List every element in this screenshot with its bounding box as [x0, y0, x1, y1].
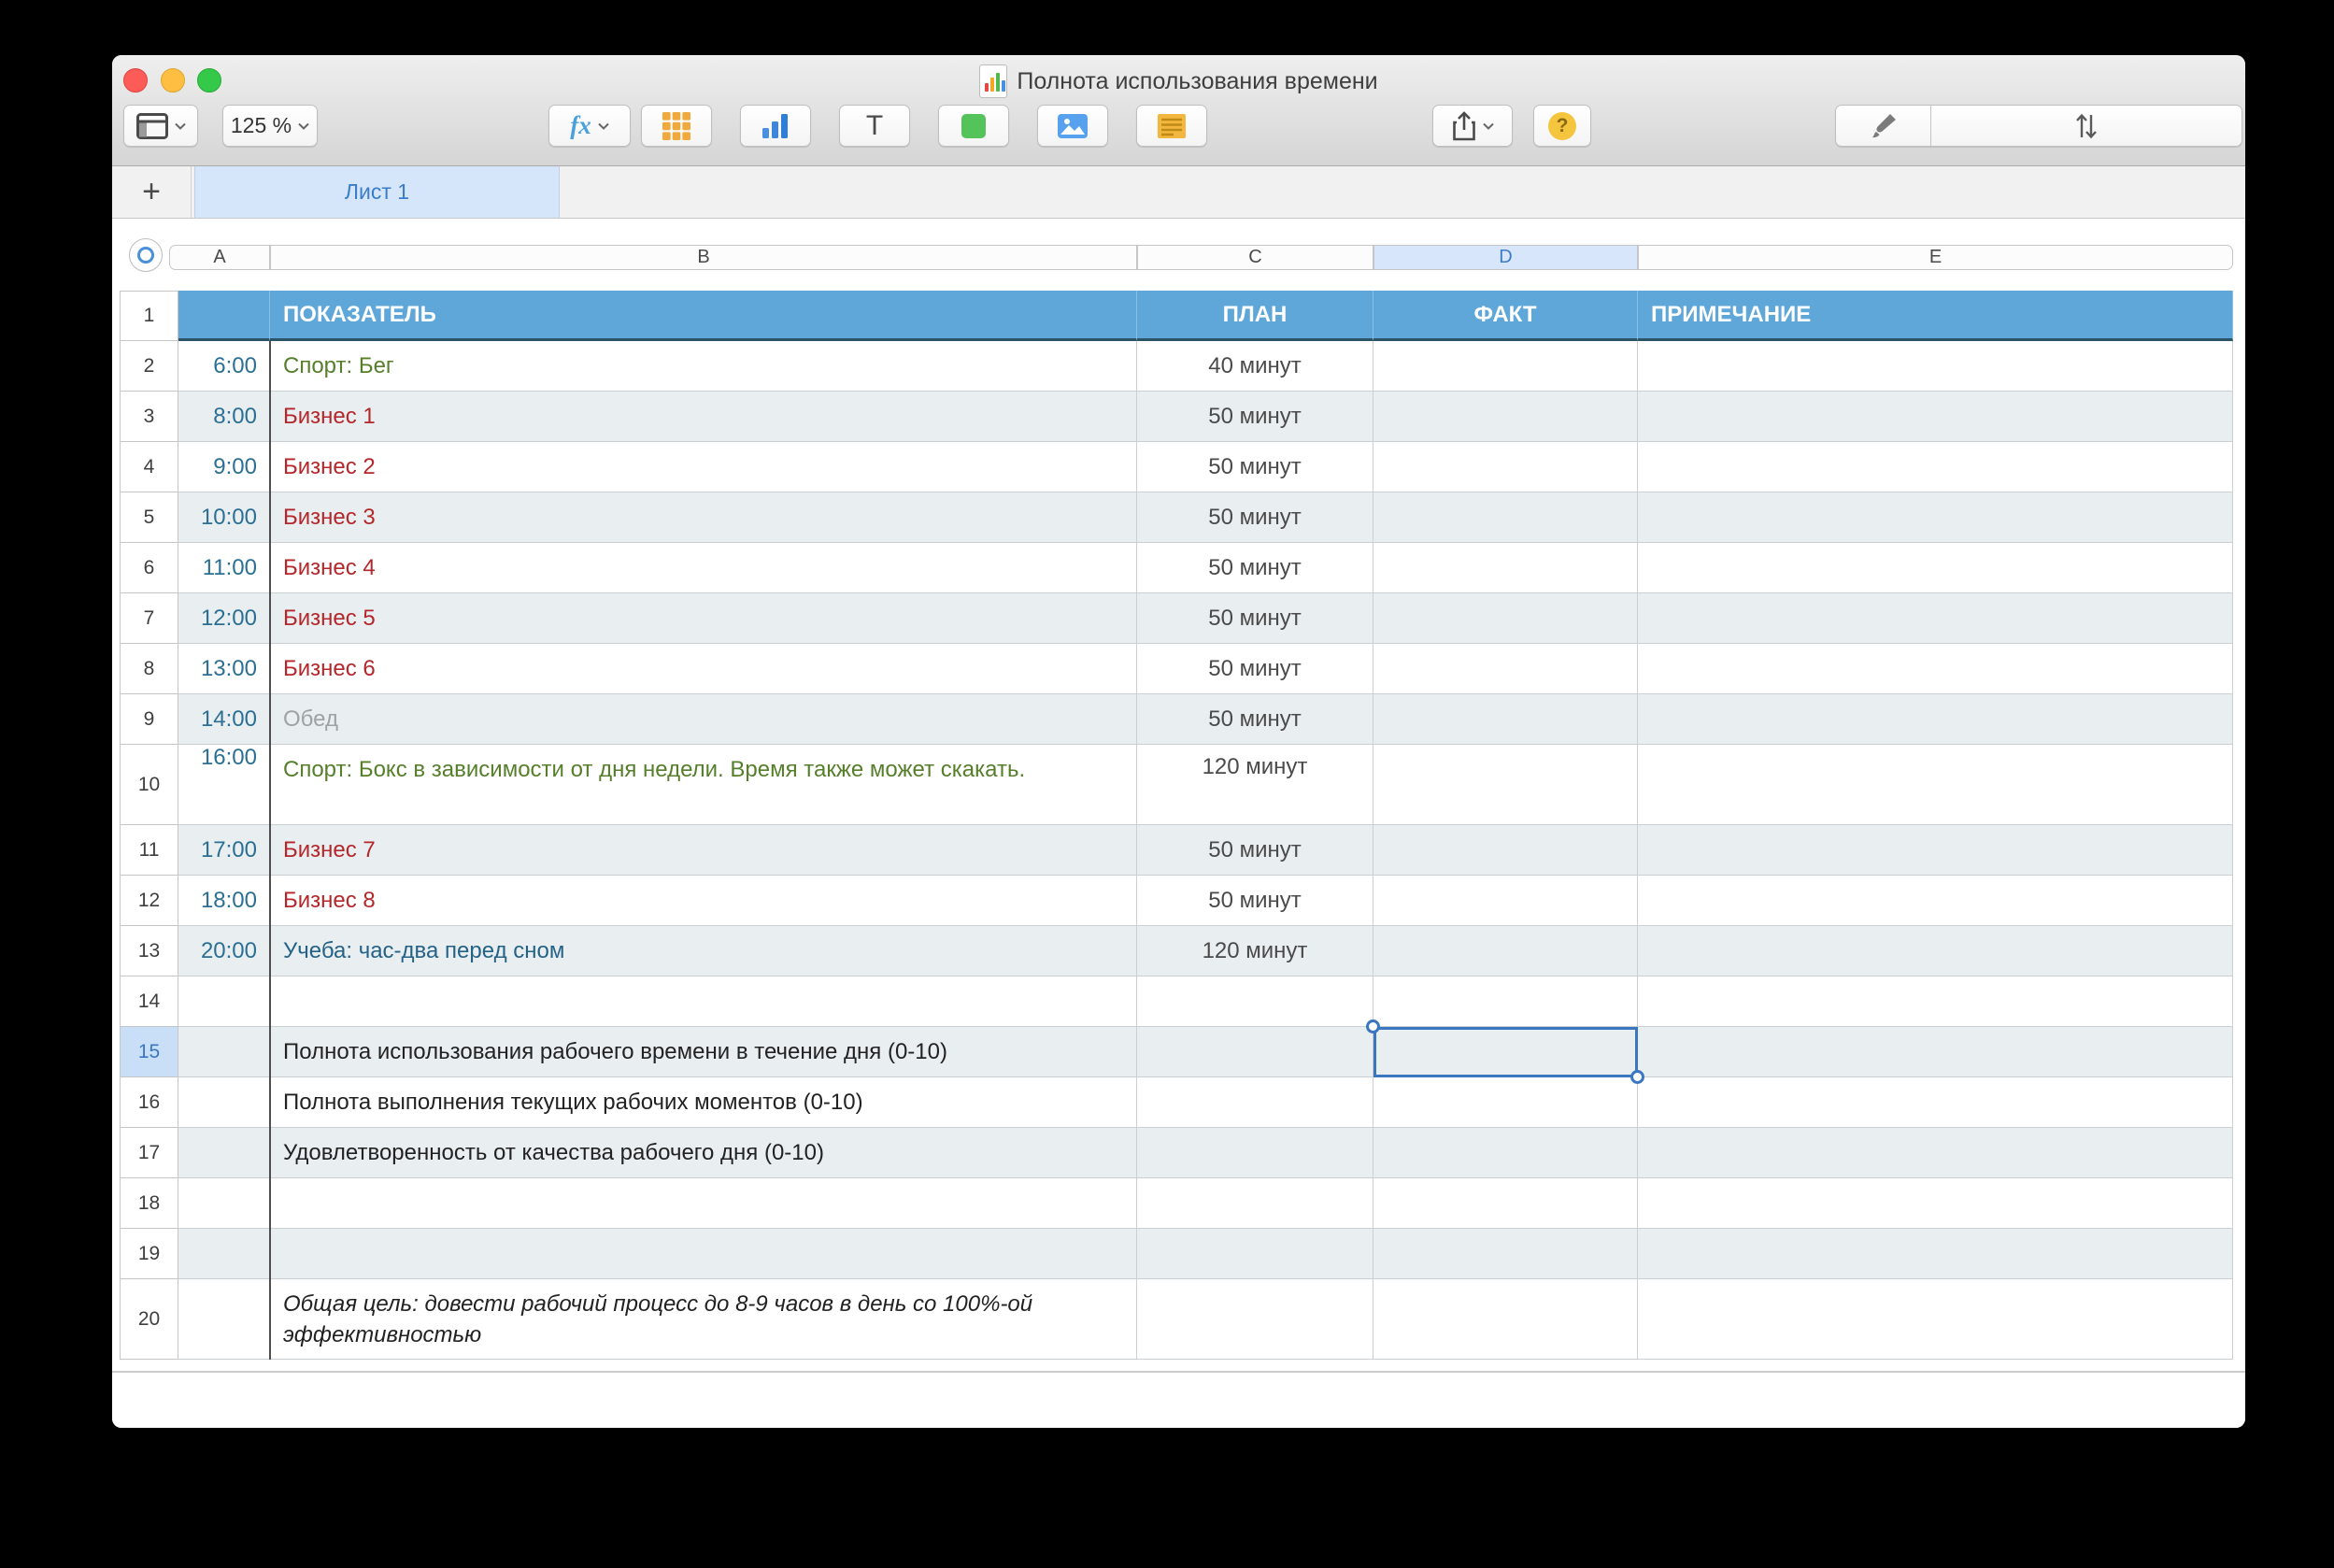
format-sort-segmented-control [1835, 105, 2242, 147]
column-header-B-label: B [697, 247, 710, 267]
insert-table-button[interactable] [641, 105, 712, 147]
cell-B10[interactable] [270, 745, 1137, 825]
titlebar [112, 55, 2245, 166]
cell-E19[interactable] [1638, 1229, 2233, 1279]
zoom-level: 125 % [230, 113, 292, 137]
cell-A14[interactable] [178, 976, 270, 1027]
cell-C9-label: 50 минут [1208, 706, 1302, 732]
cell-C7-label: 50 минут [1208, 605, 1302, 631]
cell-E6[interactable] [1638, 543, 2233, 593]
cell-C9[interactable] [1137, 694, 1373, 745]
row-header-19[interactable] [120, 1229, 178, 1279]
header-cell-A1[interactable] [178, 291, 270, 341]
media-icon [1058, 114, 1088, 138]
row-header-16[interactable] [120, 1077, 178, 1128]
share-button[interactable] [1432, 105, 1513, 147]
cell-D2[interactable] [1373, 341, 1638, 392]
cell-E8[interactable] [1638, 644, 2233, 694]
header-cell-D1[interactable] [1373, 291, 1638, 341]
cell-B2-label: Спорт: Бег [283, 352, 394, 378]
cell-A5[interactable] [178, 492, 270, 543]
cell-A4-label: 9:00 [213, 453, 257, 479]
cell-C7[interactable] [1137, 593, 1373, 644]
row-header-20[interactable] [120, 1279, 178, 1360]
cell-B9-label: Обед [283, 706, 338, 732]
cell-D4[interactable] [1373, 442, 1638, 492]
cell-A3[interactable] [178, 392, 270, 442]
row-header-1[interactable] [120, 291, 178, 341]
cell-B17[interactable] [270, 1128, 1137, 1178]
cell-A4[interactable] [178, 442, 270, 492]
cell-C19[interactable] [1137, 1229, 1373, 1279]
row-header-19-label: 19 [137, 1242, 161, 1264]
cell-B16-label: Полнота выполнения текущих рабочих моментов (0-10) [283, 1089, 863, 1115]
table-icon [662, 112, 690, 140]
share-icon [1452, 111, 1476, 141]
row-header-18-label: 18 [137, 1191, 161, 1214]
cell-C6-label: 50 минут [1208, 554, 1302, 580]
chevron-down-icon [175, 122, 186, 130]
row-header-8-label: 8 [143, 657, 155, 679]
text-icon: T [865, 109, 884, 141]
cell-A16[interactable] [178, 1077, 270, 1128]
cell-C8[interactable] [1137, 644, 1373, 694]
cell-E10[interactable] [1638, 745, 2233, 825]
column-header-C-label: C [1248, 247, 1262, 267]
cell-E7[interactable] [1638, 593, 2233, 644]
cell-D12[interactable] [1373, 876, 1638, 926]
column-a-divider [269, 341, 271, 1360]
comment-icon [1158, 114, 1186, 138]
cell-E3[interactable] [1638, 392, 2233, 442]
document-icon [979, 64, 1007, 98]
cell-C18[interactable] [1137, 1178, 1373, 1229]
cell-B20[interactable] [270, 1279, 1137, 1360]
table-handle[interactable] [129, 238, 163, 272]
format-brush-icon [1870, 112, 1898, 140]
cell-C11[interactable] [1137, 825, 1373, 876]
cell-A2-label: 6:00 [213, 352, 257, 378]
column-header-C[interactable] [1137, 245, 1373, 270]
cell-D18[interactable] [1373, 1178, 1638, 1229]
window-title-area [112, 63, 2245, 100]
cell-A20[interactable] [178, 1279, 270, 1360]
cell-E15[interactable] [1638, 1027, 2233, 1077]
help-icon: ? [1548, 112, 1576, 140]
cell-C13-label: 120 минут [1202, 937, 1308, 963]
chevron-down-icon [598, 122, 609, 130]
sort-button[interactable] [1930, 106, 2241, 146]
cell-D20[interactable] [1373, 1279, 1638, 1360]
cell-C8-label: 50 минут [1208, 655, 1302, 681]
cell-C12[interactable] [1137, 876, 1373, 926]
cell-D7[interactable] [1373, 593, 1638, 644]
cell-C17[interactable] [1137, 1128, 1373, 1178]
sheet-canvas [112, 219, 2245, 1428]
chevron-down-icon [1483, 122, 1494, 130]
cell-C5-label: 50 минут [1208, 504, 1302, 530]
row-header-8[interactable] [120, 644, 178, 694]
cell-A9[interactable] [178, 694, 270, 745]
cell-B8-label: Бизнес 6 [283, 655, 376, 681]
cell-A7-label: 12:00 [200, 605, 257, 631]
row-header-2[interactable] [120, 341, 178, 392]
chevron-down-icon [298, 122, 309, 130]
cell-C6[interactable] [1137, 543, 1373, 593]
cell-C13[interactable] [1137, 926, 1373, 976]
cell-A8-label: 13:00 [200, 655, 257, 681]
cell-E18[interactable] [1638, 1178, 2233, 1229]
help-button[interactable] [1533, 105, 1591, 147]
cell-B3-label: Бизнес 1 [283, 403, 376, 429]
cell-A10[interactable] [178, 745, 270, 825]
cell-C16[interactable] [1137, 1077, 1373, 1128]
cell-C15[interactable] [1137, 1027, 1373, 1077]
column-header-D-label: D [1499, 247, 1513, 267]
shape-icon [961, 114, 986, 138]
cell-A6-label: 11:00 [202, 554, 257, 580]
row-header-14-label: 14 [137, 990, 161, 1012]
selection-handle-top-left[interactable] [1366, 1019, 1380, 1033]
cell-A18[interactable] [178, 1178, 270, 1229]
row-header-17[interactable] [120, 1128, 178, 1178]
formula-button[interactable] [548, 105, 631, 147]
insert-media-button[interactable] [1037, 105, 1108, 147]
header-cell-E1-label: ПРИМЕЧАНИЕ [1651, 301, 1812, 327]
cell-B8[interactable] [270, 644, 1137, 694]
row-header-12[interactable] [120, 876, 178, 926]
column-header-A[interactable] [169, 245, 270, 270]
cell-D3[interactable] [1373, 392, 1638, 442]
row-header-5[interactable] [120, 492, 178, 543]
cell-B17-label: Удовлетворенность от качества рабочего дня (0-10) [283, 1139, 824, 1165]
header-cell-B1-label: ПОКАЗАТЕЛЬ [283, 301, 436, 327]
cell-D8[interactable] [1373, 644, 1638, 694]
cell-B4-label: Бизнес 2 [283, 453, 376, 479]
cell-D10[interactable] [1373, 745, 1638, 825]
cell-E14[interactable] [1638, 976, 2233, 1027]
comment-button[interactable] [1136, 105, 1207, 147]
cell-E11[interactable] [1638, 825, 2233, 876]
cell-A13[interactable] [178, 926, 270, 976]
cell-A2[interactable] [178, 341, 270, 392]
row-header-13[interactable] [120, 926, 178, 976]
cell-E16[interactable] [1638, 1077, 2233, 1128]
cell-B11-label: Бизнес 7 [283, 836, 376, 862]
cell-A11-label: 17:00 [200, 836, 257, 862]
cell-E20[interactable] [1638, 1279, 2233, 1360]
cell-B7-label: Бизнес 5 [283, 605, 376, 631]
row-header-16-label: 16 [137, 1090, 161, 1113]
cell-B18[interactable] [270, 1178, 1137, 1229]
row-header-18[interactable] [120, 1178, 178, 1229]
row-header-1-label: 1 [143, 305, 155, 326]
cell-B2[interactable] [270, 341, 1137, 392]
cell-C2[interactable] [1137, 341, 1373, 392]
row-header-5-label: 5 [143, 506, 155, 528]
cell-C20[interactable] [1137, 1279, 1373, 1360]
cell-D19[interactable] [1373, 1229, 1638, 1279]
cell-A10-label: 16:00 [200, 745, 257, 770]
format-brush-button[interactable] [1836, 106, 1930, 146]
cell-B6-label: Бизнес 4 [283, 554, 376, 580]
cell-B7[interactable] [270, 593, 1137, 644]
row-header-10[interactable] [120, 745, 178, 825]
cell-A6[interactable] [178, 543, 270, 593]
cell-D6[interactable] [1373, 543, 1638, 593]
cell-C10[interactable] [1137, 745, 1373, 825]
cell-B10-label: Спорт: Бокс в зависимости от дня недели. Время также может скакать. [283, 757, 1026, 782]
row-header-14[interactable] [120, 976, 178, 1027]
cell-E13[interactable] [1638, 926, 2233, 976]
cell-B12[interactable] [270, 876, 1137, 926]
cell-B16[interactable] [270, 1077, 1137, 1128]
cell-A19[interactable] [178, 1229, 270, 1279]
header-cell-C1[interactable] [1137, 291, 1373, 341]
header-cell-D1-label: ФАКТ [1473, 301, 1537, 327]
row-header-9[interactable] [120, 694, 178, 745]
table-bottom-edge [112, 1371, 2245, 1373]
cell-A11[interactable] [178, 825, 270, 876]
header-cell-E1[interactable] [1638, 291, 2233, 341]
cell-E4[interactable] [1638, 442, 2233, 492]
insert-shape-button[interactable] [938, 105, 1009, 147]
cell-B4[interactable] [270, 442, 1137, 492]
insert-text-button[interactable] [839, 105, 910, 147]
cell-A3-label: 8:00 [213, 403, 257, 429]
cell-A5-label: 10:00 [200, 504, 257, 530]
cell-B5-label: Бизнес 3 [283, 504, 376, 530]
cell-C14[interactable] [1137, 976, 1373, 1027]
add-sheet-button[interactable]: + [112, 166, 192, 218]
cell-C5[interactable] [1137, 492, 1373, 543]
cell-D13[interactable] [1373, 926, 1638, 976]
cell-C3[interactable] [1137, 392, 1373, 442]
row-header-4-label: 4 [143, 455, 155, 478]
sheet-tabbar [112, 166, 2245, 219]
cell-C10-label: 120 минут [1202, 754, 1308, 779]
cell-D17[interactable] [1373, 1128, 1638, 1178]
row-header-3-label: 3 [143, 405, 155, 427]
zoom-button[interactable] [222, 105, 318, 147]
cell-B3[interactable] [270, 392, 1137, 442]
row-header-15[interactable] [120, 1027, 178, 1077]
cell-B11[interactable] [270, 825, 1137, 876]
row-header-2-label: 2 [143, 354, 155, 377]
cell-A8[interactable] [178, 644, 270, 694]
column-header-A-label: A [213, 247, 226, 267]
cell-C2-label: 40 минут [1208, 352, 1302, 378]
cell-B9[interactable] [270, 694, 1137, 745]
window-title: Полнота использования времени [1017, 67, 1378, 94]
row-header-9-label: 9 [143, 707, 155, 730]
row-header-3[interactable] [120, 392, 178, 442]
cell-B13[interactable] [270, 926, 1137, 976]
tab-sheet-1[interactable]: Лист 1 [194, 166, 560, 218]
cell-B19[interactable] [270, 1229, 1137, 1279]
cell-C4-label: 50 минут [1208, 453, 1302, 479]
cell-C3-label: 50 минут [1208, 403, 1302, 429]
numbers-window [112, 55, 2245, 1428]
cell-E5[interactable] [1638, 492, 2233, 543]
cell-D14[interactable] [1373, 976, 1638, 1027]
cell-B6[interactable] [270, 543, 1137, 593]
cell-E9[interactable] [1638, 694, 2233, 745]
cell-A12-label: 18:00 [200, 887, 257, 913]
cell-A12[interactable] [178, 876, 270, 926]
panel-view-icon [136, 113, 168, 139]
cell-A13-label: 20:00 [200, 937, 257, 963]
row-header-17-label: 17 [137, 1141, 161, 1163]
cell-C12-label: 50 минут [1208, 887, 1302, 913]
cell-A7[interactable] [178, 593, 270, 644]
cell-A9-label: 14:00 [200, 706, 257, 732]
view-button[interactable] [123, 105, 198, 147]
cell-B14[interactable] [270, 976, 1137, 1027]
chart-icon [761, 113, 790, 139]
cell-B12-label: Бизнес 8 [283, 887, 376, 913]
cell-B15-label: Полнота использования рабочего времени в течение дня (0-10) [283, 1038, 947, 1064]
row-header-10-label: 10 [137, 773, 161, 795]
row-header-13-label: 13 [137, 939, 161, 962]
selected-cell-D15[interactable] [1373, 1027, 1638, 1077]
formula-icon: fx [570, 111, 591, 139]
header-cell-B1[interactable] [270, 291, 1137, 341]
table-handle-icon [137, 247, 154, 264]
cell-D16[interactable] [1373, 1077, 1638, 1128]
cell-B13-label: Учеба: час-два перед сном [283, 937, 565, 963]
header-cell-C1-label: ПЛАН [1222, 301, 1288, 327]
cell-B5[interactable] [270, 492, 1137, 543]
cell-E17[interactable] [1638, 1128, 2233, 1178]
cell-E12[interactable] [1638, 876, 2233, 926]
row-header-11-label: 11 [138, 838, 160, 861]
column-header-D[interactable] [1373, 245, 1638, 270]
row-header-20-label: 20 [137, 1307, 161, 1330]
cell-D9[interactable] [1373, 694, 1638, 745]
cell-D11[interactable] [1373, 825, 1638, 876]
insert-chart-button[interactable] [740, 105, 811, 147]
cell-C11-label: 50 минут [1208, 836, 1302, 862]
cell-B15[interactable] [270, 1027, 1137, 1077]
column-header-E[interactable] [1638, 245, 2233, 270]
selection-handle-bottom-right[interactable] [1630, 1070, 1644, 1084]
column-header-E-label: E [1928, 247, 1943, 267]
row-header-11[interactable] [120, 825, 178, 876]
column-header-B[interactable] [270, 245, 1137, 270]
row-header-7-label: 7 [143, 606, 155, 629]
cell-C4[interactable] [1137, 442, 1373, 492]
sort-icon [2073, 112, 2099, 140]
cell-D5[interactable] [1373, 492, 1638, 543]
row-header-12-label: 12 [137, 889, 161, 911]
cell-E2[interactable] [1638, 341, 2233, 392]
row-header-6[interactable] [120, 543, 178, 593]
cell-A17[interactable] [178, 1128, 270, 1178]
cell-A15[interactable] [178, 1027, 270, 1077]
row-header-4[interactable] [120, 442, 178, 492]
row-header-7[interactable] [120, 593, 178, 644]
row-header-6-label: 6 [143, 556, 155, 578]
cell-B20-label: Общая цель: довести рабочий процесс до 8-9 часов в день со 100%-ой эффективностью [283, 1291, 1033, 1348]
row-header-15-label: 15 [137, 1040, 161, 1062]
